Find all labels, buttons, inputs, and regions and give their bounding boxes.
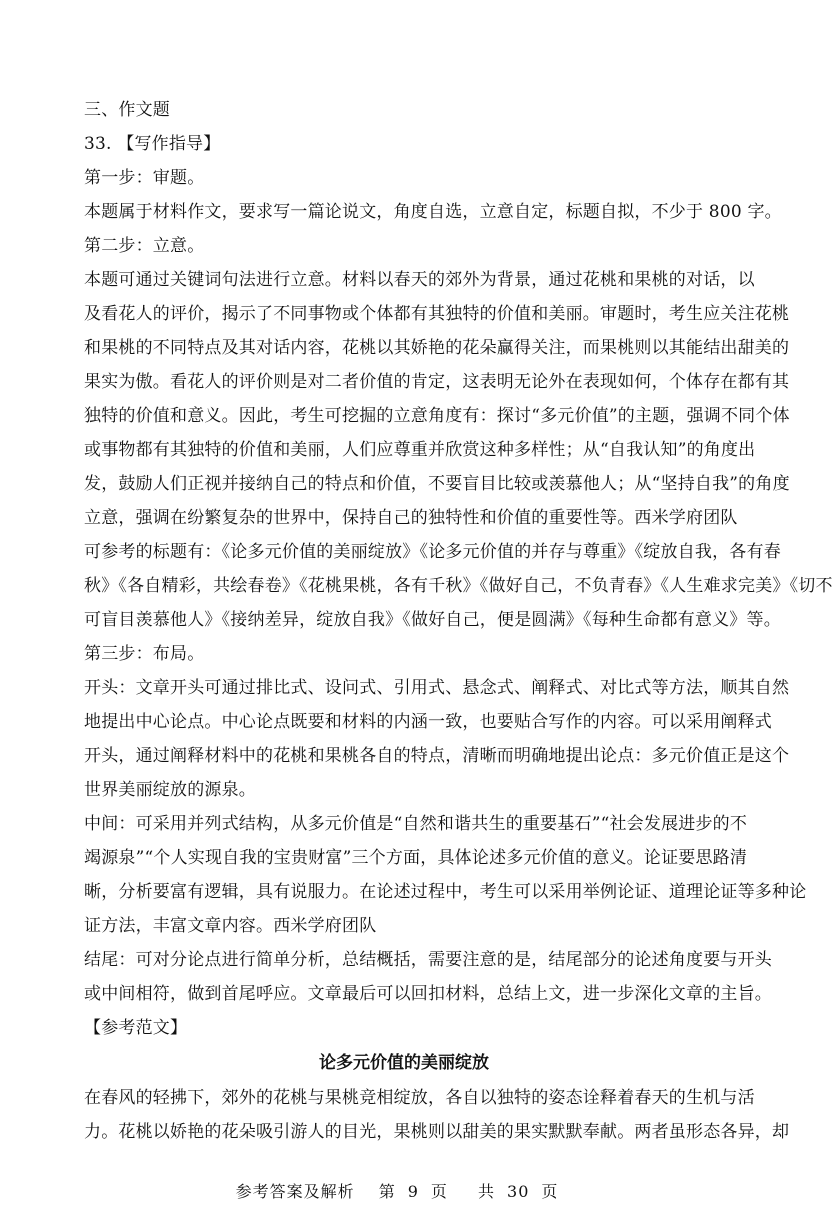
paragraph-line: 证方法，丰富文章内容。西米学府团队 bbox=[84, 916, 377, 936]
paragraph-line: 果实为傲。看花人的评价则是对二者价值的肯定，这表明无论外在表现如何，个体存在都有其 bbox=[84, 372, 790, 392]
paragraph-line: 独特的价值和意义。因此，考生可挖掘的立意角度有：探讨“多元价值”的主题，强调不同个体 bbox=[84, 406, 790, 426]
paragraph-line: 中间：可采用并列式结构，从多元价值是“自然和谐共生的重要基石”“社会发展进步的不 bbox=[84, 814, 748, 834]
essay-line: 在春风的轻拂下，郊外的花桃与果桃竞相绽放，各自以独特的姿态诠释着春天的生机与活 bbox=[84, 1088, 755, 1108]
paragraph-line: 竭源泉”“个人实现自我的宝贵财富”三个方面，具体论述多元价值的意义。论证要思路清 bbox=[84, 848, 748, 868]
paragraph-line: 本题属于材料作文，要求写一篇论说文，角度自选，立意自定，标题自拟，不少于 800 字。 bbox=[84, 202, 782, 222]
question-label: 33. 【写作指导】 bbox=[84, 134, 221, 154]
footer-page-number: 9 bbox=[407, 1182, 419, 1201]
footer-title: 参考答案及解析 bbox=[235, 1182, 355, 1201]
paragraph-line: 【参考范文】 bbox=[84, 1018, 188, 1038]
paragraph-line: 结尾：可对分论点进行简单分析，总结概括，需要注意的是，结尾部分的论述角度要与开头 bbox=[84, 950, 772, 970]
footer-page bbox=[373, 1182, 454, 1201]
document-body bbox=[84, 93, 833, 1149]
paragraph-line: 第一步：审题。 bbox=[84, 168, 205, 188]
paragraph-line: 本题可通过关键词句法进行立意。材料以春天的郊外为背景，通过花桃和果桃的对话，以 bbox=[84, 270, 755, 290]
paragraph-line: 晰，分析要富有逻辑，具有说服力。在论述过程中，考生可以采用举例论证、道理论证等多种论 bbox=[84, 882, 807, 902]
footer-total-pages: 30 bbox=[507, 1182, 530, 1201]
essay-title: 论多元价值的美丽绽放 bbox=[319, 1053, 489, 1073]
paragraph-line: 第二步：立意。 bbox=[84, 236, 205, 256]
paragraph-line: 秋》《各自精彩，共绘春卷》《花桃果桃，各有千秋》《做好自己，不负青春》《人生难求完美》《切不 bbox=[84, 576, 833, 596]
paragraph-line: 及看花人的评价，揭示了不同事物或个体都有其独特的价值和美丽。审题时，考生应关注花桃 bbox=[84, 304, 790, 324]
page-footer bbox=[0, 1180, 800, 1204]
footer-total bbox=[472, 1182, 564, 1201]
footer-total-suffix: 页 bbox=[541, 1182, 559, 1201]
paragraph-line: 地提出中心论点。中心论点既要和材料的内涵一致，也要贴合写作的内容。可以采用阐释式 bbox=[84, 712, 772, 732]
paragraph-line: 和果桃的不同特点及其对话内容，花桃以其娇艳的花朵赢得关注，而果桃则以其能结出甜美的 bbox=[84, 338, 790, 358]
paragraph-line: 开头，通过阐释材料中的花桃和果桃各自的特点，清晰而明确地提出论点：多元价值正是这个 bbox=[84, 746, 790, 766]
footer-page-suffix: 页 bbox=[430, 1182, 448, 1201]
footer-page-prefix: 第 bbox=[378, 1182, 396, 1201]
paragraph-line: 开头：文章开头可通过排比式、设问式、引用式、悬念式、阐释式、对比式等方法，顺其自然 bbox=[84, 678, 790, 698]
paragraph-line: 可盲目羡慕他人》《接纳差异，绽放自我》《做好自己，便是圆满》《每种生命都有意义》等。 bbox=[84, 610, 781, 630]
paragraph-line: 发，鼓励人们正视并接纳自己的特点和价值，不要盲目比较或羡慕他人；从“坚持自我”的角度 bbox=[84, 474, 790, 494]
essay-line: 力。花桃以娇艳的花朵吸引游人的目光，果桃则以甜美的果实默默奉献。两者虽形态各异，却 bbox=[84, 1122, 790, 1142]
paragraph-line: 可参考的标题有：《论多元价值的美丽绽放》《论多元价值的并存与尊重》《绽放自我，各有春 bbox=[84, 542, 781, 562]
paragraph-line: 世界美丽绽放的源泉。 bbox=[84, 780, 256, 800]
paragraph-line: 或事物都有其独特的价值和美丽，人们应尊重并欣赏这种多样性；从“自我认知”的角度出 bbox=[84, 440, 756, 460]
paragraph-line: 立意，强调在纷繁复杂的世界中，保持自己的独特性和价值的重要性等。西米学府团队 bbox=[84, 508, 738, 528]
paragraph-line: 或中间相符，做到首尾呼应。文章最后可以回扣材料，总结上文，进一步深化文章的主旨。 bbox=[84, 984, 772, 1004]
section-heading: 三、作文题 bbox=[84, 100, 170, 120]
paragraph-line: 第三步：布局。 bbox=[84, 644, 205, 664]
footer-total-prefix: 共 bbox=[478, 1182, 496, 1201]
